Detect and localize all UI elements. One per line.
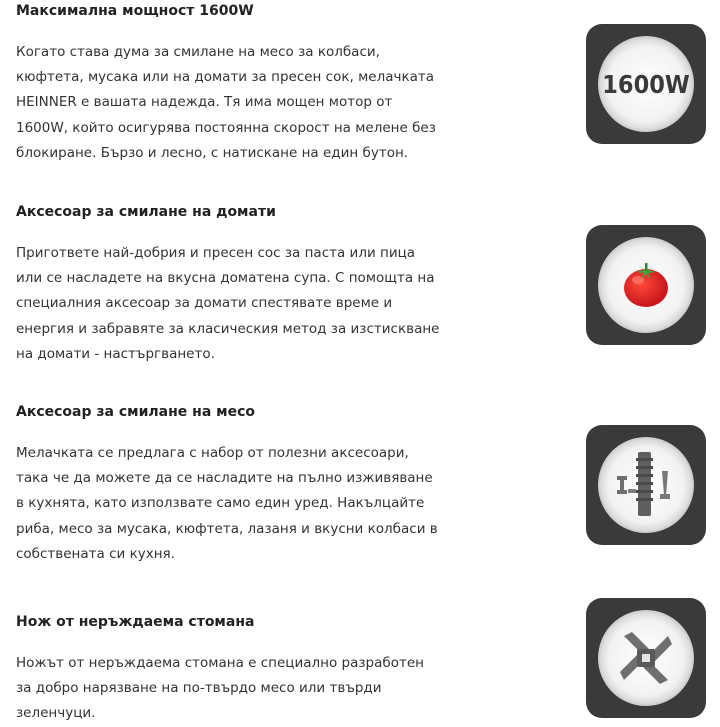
feature-title: Аксесоар за смилане на домати [16, 204, 276, 220]
feature-title: Максимална мощност 1600W [16, 3, 254, 19]
feature-description: Мелачката се предлага с набор от полезни аксесоари, така че да можете да се насладите на пълно изживяване в кухнята, като използвате само един уред. Накълцайте риба, месо за мусака, кюфтета, лазаня и вкусни колбаси в собствената си кухня. [16, 445, 438, 562]
tomato-graphic [586, 225, 706, 345]
power-1600w-graphic [586, 24, 706, 144]
feature-description: Пригответе най-добрия и пресен сос за паста или пица или се насладете на вкусна доматена супа. С помощта на специалния аксесоар за домати спестявате време и енергия и забравяте за класическия метод за изстискване на домати - настъргването. [16, 245, 440, 362]
feature-title: Аксесоар за смилане на месо [16, 404, 255, 420]
blade-graphic [586, 598, 706, 718]
feature-description: Ножът от неръждаема стомана е специално разработен за добро нарязване на по-твърдо месо или твърди зеленчуци. [16, 655, 424, 722]
meat-grinder-accessories-icon [586, 425, 706, 545]
accessories-graphic [586, 425, 706, 545]
power-label: 1600W [602, 70, 690, 99]
power-1600w-icon [586, 24, 706, 144]
tomato-icon [586, 225, 706, 345]
steel-blade-icon [586, 598, 706, 718]
feature-description: Когато става дума за смилане на месо за колбаси, кюфтета, мусака или на домати за пресен сок, мелачката HEINNER е вашата надежда. Тя има мощен мотор от 1600W, който осигурява постоянна скорост на мелене без блокиране. Бързо и лесно, с натискане на един бутон. [16, 44, 436, 161]
feature-title: Нож от неръждаема стомана [16, 614, 255, 630]
